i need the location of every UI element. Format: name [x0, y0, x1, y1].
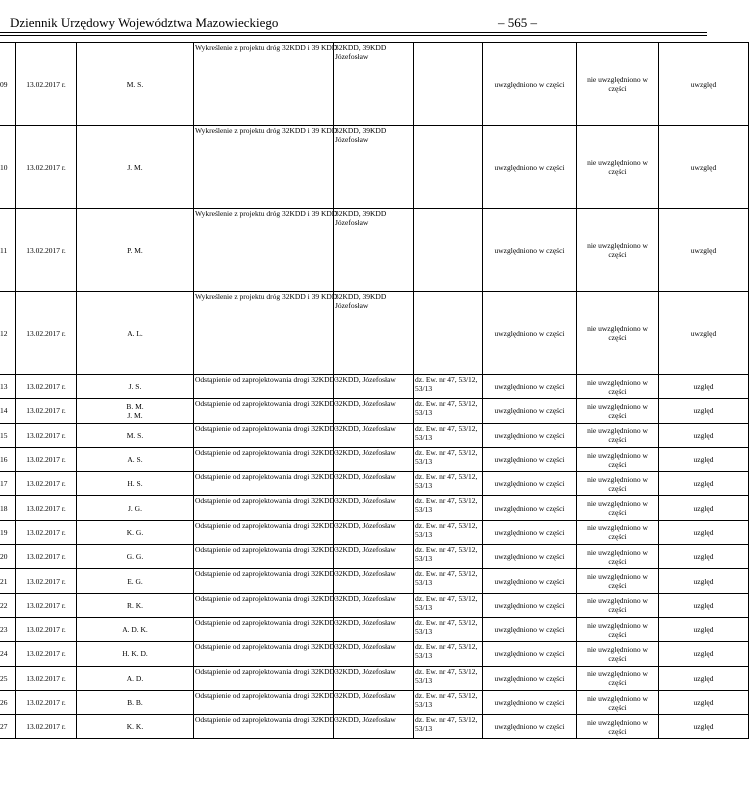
plan-area: 32KDD, Józefosław	[334, 496, 414, 520]
parcel-numbers: dz. Ew. nr 47, 53/12, 53/13	[414, 715, 483, 739]
submission-date: 13.02.2017 r.	[16, 520, 77, 544]
council-resolution: uzględ	[659, 690, 749, 714]
plan-area: 32KDD, Józefosław	[334, 423, 414, 447]
table-row	[0, 593, 749, 617]
journal-title: Dziennik Urzędowy Województwa Mazowieckiego	[10, 15, 279, 30]
submission-date: 13.02.2017 r.	[16, 569, 77, 593]
table-row	[0, 569, 749, 593]
council-decision: nie uwzględniono w części	[577, 545, 659, 569]
applicant-initials: K. G.	[77, 520, 194, 544]
table-row	[0, 617, 749, 641]
plan-area: 32KDD, Józefosław	[334, 666, 414, 690]
table-row	[0, 209, 749, 292]
applicant-initials: H. S.	[77, 472, 194, 496]
plan-area: 32KDD, 39KDD Józefosław	[334, 43, 414, 126]
table-row	[0, 375, 749, 399]
row-number: 10	[0, 126, 16, 209]
council-decision: nie uwzględniono w części	[577, 209, 659, 292]
table-row	[0, 292, 749, 375]
applicant-initials: B. M. J. M.	[77, 399, 194, 423]
applicant-initials: M. S.	[77, 43, 194, 126]
row-number: 13	[0, 375, 16, 399]
row-number: 27	[0, 715, 16, 739]
submission-date: 13.02.2017 r.	[16, 126, 77, 209]
parcel-numbers: dz. Ew. nr 47, 53/12, 53/13	[414, 472, 483, 496]
council-decision: nie uwzględniono w części	[577, 666, 659, 690]
objection-subject: Odstąpienie od zaprojektowania drogi 32KDD	[194, 496, 334, 520]
council-resolution: uzględ	[659, 375, 749, 399]
table-row	[0, 472, 749, 496]
applicant-initials: E. G.	[77, 569, 194, 593]
parcel-numbers: dz. Ew. nr 47, 53/12, 53/13	[414, 666, 483, 690]
parcel-numbers: dz. Ew. nr 47, 53/12, 53/13	[414, 642, 483, 666]
applicant-initials: J. M.	[77, 126, 194, 209]
submission-date: 13.02.2017 r.	[16, 690, 77, 714]
parcel-numbers: dz. Ew. nr 47, 53/12, 53/13	[414, 423, 483, 447]
submission-date: 13.02.2017 r.	[16, 399, 77, 423]
objection-subject: Odstąpienie od zaprojektowania drogi 32KDD	[194, 642, 334, 666]
council-decision: nie uwzględniono w części	[577, 292, 659, 375]
applicant-initials: R. K.	[77, 593, 194, 617]
mayor-resolution: uwzględniono w części	[483, 617, 577, 641]
council-decision: nie uwzględniono w części	[577, 690, 659, 714]
council-resolution: uzględ	[659, 642, 749, 666]
applicant-initials: B. B.	[77, 690, 194, 714]
plan-area: 32KDD, Józefosław	[334, 715, 414, 739]
council-resolution: uzględ	[659, 423, 749, 447]
objection-subject: Odstąpienie od zaprojektowania drogi 32KDD	[194, 617, 334, 641]
council-decision: nie uwzględniono w części	[577, 43, 659, 126]
applicant-initials: K. K.	[77, 715, 194, 739]
council-decision: nie uwzględniono w części	[577, 617, 659, 641]
parcel-numbers	[414, 43, 483, 126]
council-decision: nie uwzględniono w części	[577, 593, 659, 617]
council-resolution: uzględ	[659, 666, 749, 690]
table-body	[0, 43, 749, 739]
submission-date: 13.02.2017 r.	[16, 423, 77, 447]
submission-date: 13.02.2017 r.	[16, 292, 77, 375]
mayor-resolution: uwzględniono w części	[483, 126, 577, 209]
applicant-initials: M. S.	[77, 423, 194, 447]
table-row	[0, 496, 749, 520]
applicant-initials: J. G.	[77, 496, 194, 520]
parcel-numbers: dz. Ew. nr 47, 53/12, 53/13	[414, 690, 483, 714]
objection-subject: Wykreślenie z projektu dróg 32KDD i 39 KDD	[194, 126, 334, 209]
mayor-resolution: uwzględniono w części	[483, 496, 577, 520]
objection-subject: Wykreślenie z projektu dróg 32KDD i 39 KDD	[194, 292, 334, 375]
table-row	[0, 423, 749, 447]
plan-area: 32KDD, 39KDD Józefosław	[334, 209, 414, 292]
submission-date: 13.02.2017 r.	[16, 545, 77, 569]
applicant-initials: J. S.	[77, 375, 194, 399]
table-row	[0, 43, 749, 126]
mayor-resolution: uwzględniono w części	[483, 375, 577, 399]
parcel-numbers: dz. Ew. nr 47, 53/12, 53/13	[414, 520, 483, 544]
mayor-resolution: uwzględniono w części	[483, 399, 577, 423]
applicant-initials: A. D. K.	[77, 617, 194, 641]
mayor-resolution: uwzględniono w części	[483, 569, 577, 593]
parcel-numbers: dz. Ew. nr 47, 53/12, 53/13	[414, 569, 483, 593]
council-decision: nie uwzględniono w części	[577, 447, 659, 471]
applicant-initials: H. K. D.	[77, 642, 194, 666]
objection-subject: Odstąpienie od zaprojektowania drogi 32KDD	[194, 715, 334, 739]
plan-area: 32KDD, Józefosław	[334, 375, 414, 399]
submission-date: 13.02.2017 r.	[16, 375, 77, 399]
plan-area: 32KDD, Józefosław	[334, 399, 414, 423]
council-resolution: uwzględ	[659, 126, 749, 209]
objection-subject: Odstąpienie od zaprojektowania drogi 32KDD	[194, 666, 334, 690]
row-number: 25	[0, 666, 16, 690]
submission-date: 13.02.2017 r.	[16, 447, 77, 471]
plan-area: 32KDD, 39KDD Józefosław	[334, 292, 414, 375]
plan-area: 32KDD, Józefosław	[334, 472, 414, 496]
council-resolution: uzględ	[659, 715, 749, 739]
council-decision: nie uwzględniono w części	[577, 520, 659, 544]
parcel-numbers: dz. Ew. nr 47, 53/12, 53/13	[414, 617, 483, 641]
applicant-initials: G. G.	[77, 545, 194, 569]
mayor-resolution: uwzględniono w części	[483, 43, 577, 126]
table-row	[0, 690, 749, 714]
objection-subject: Odstąpienie od zaprojektowania drogi 32KDD	[194, 423, 334, 447]
row-number: 24	[0, 642, 16, 666]
parcel-numbers	[414, 292, 483, 375]
council-decision: nie uwzględniono w części	[577, 642, 659, 666]
row-number: 11	[0, 209, 16, 292]
objection-subject: Odstąpienie od zaprojektowania drogi 32KDD	[194, 569, 334, 593]
mayor-resolution: uwzględniono w części	[483, 520, 577, 544]
parcel-numbers: dz. Ew. nr 47, 53/12, 53/13	[414, 399, 483, 423]
parcel-numbers: dz. Ew. nr 47, 53/12, 53/13	[414, 593, 483, 617]
mayor-resolution: uwzględniono w części	[483, 292, 577, 375]
table-row	[0, 642, 749, 666]
council-resolution: uwzględ	[659, 292, 749, 375]
row-number: 20	[0, 545, 16, 569]
council-decision: nie uwzględniono w części	[577, 375, 659, 399]
council-resolution: uzględ	[659, 399, 749, 423]
row-number: 16	[0, 447, 16, 471]
row-number: 09	[0, 43, 16, 126]
objection-subject: Odstąpienie od zaprojektowania drogi 32KDD	[194, 472, 334, 496]
submission-date: 13.02.2017 r.	[16, 472, 77, 496]
row-number: 12	[0, 292, 16, 375]
table-row	[0, 545, 749, 569]
table-row	[0, 126, 749, 209]
row-number: 17	[0, 472, 16, 496]
objection-subject: Wykreślenie z projektu dróg 32KDD i 39 KDD	[194, 43, 334, 126]
header-rule	[0, 32, 707, 33]
table-row	[0, 715, 749, 739]
council-decision: nie uwzględniono w części	[577, 399, 659, 423]
table-row	[0, 447, 749, 471]
council-decision: nie uwzględniono w części	[577, 423, 659, 447]
mayor-resolution: uwzględniono w części	[483, 545, 577, 569]
council-resolution: uzględ	[659, 593, 749, 617]
council-resolution: uwzględ	[659, 209, 749, 292]
mayor-resolution: uwzględniono w części	[483, 423, 577, 447]
header-rule-thin	[0, 35, 707, 36]
plan-area: 32KDD, Józefosław	[334, 447, 414, 471]
mayor-resolution: uwzględniono w części	[483, 666, 577, 690]
row-number: 15	[0, 423, 16, 447]
plan-area: 32KDD, Józefosław	[334, 690, 414, 714]
plan-area: 32KDD, Józefosław	[334, 520, 414, 544]
parcel-numbers: dz. Ew. nr 47, 53/12, 53/13	[414, 545, 483, 569]
council-resolution: uzględ	[659, 617, 749, 641]
council-resolution: uzględ	[659, 496, 749, 520]
applicant-initials: P. M.	[77, 209, 194, 292]
council-resolution: uzględ	[659, 569, 749, 593]
objection-subject: Odstąpienie od zaprojektowania drogi 32KDD	[194, 375, 334, 399]
page-header	[0, 0, 707, 40]
row-number: 14	[0, 399, 16, 423]
plan-area: 32KDD, Józefosław	[334, 617, 414, 641]
row-number: 22	[0, 593, 16, 617]
row-number: 23	[0, 617, 16, 641]
mayor-resolution: uwzględniono w części	[483, 593, 577, 617]
submission-date: 13.02.2017 r.	[16, 642, 77, 666]
submission-date: 13.02.2017 r.	[16, 43, 77, 126]
mayor-resolution: uwzględniono w części	[483, 447, 577, 471]
objections-table	[0, 42, 749, 739]
parcel-numbers	[414, 126, 483, 209]
objection-subject: Odstąpienie od zaprojektowania drogi 32KDD	[194, 399, 334, 423]
council-decision: nie uwzględniono w części	[577, 126, 659, 209]
submission-date: 13.02.2017 r.	[16, 666, 77, 690]
submission-date: 13.02.2017 r.	[16, 715, 77, 739]
council-resolution: uzględ	[659, 472, 749, 496]
objection-subject: Odstąpienie od zaprojektowania drogi 32KDD	[194, 593, 334, 617]
applicant-initials: A. D.	[77, 666, 194, 690]
council-decision: nie uwzględniono w części	[577, 569, 659, 593]
applicant-initials: A. L.	[77, 292, 194, 375]
plan-area: 32KDD, Józefosław	[334, 569, 414, 593]
table-row	[0, 666, 749, 690]
submission-date: 13.02.2017 r.	[16, 496, 77, 520]
council-resolution: uzględ	[659, 545, 749, 569]
objection-subject: Odstąpienie od zaprojektowania drogi 32KDD	[194, 690, 334, 714]
page-number: – 565 –	[498, 15, 537, 30]
mayor-resolution: uwzględniono w części	[483, 209, 577, 292]
row-number: 19	[0, 520, 16, 544]
plan-area: 32KDD, 39KDD Józefosław	[334, 126, 414, 209]
plan-area: 32KDD, Józefosław	[334, 545, 414, 569]
mayor-resolution: uwzględniono w części	[483, 690, 577, 714]
mayor-resolution: uwzględniono w części	[483, 472, 577, 496]
objection-subject: Wykreślenie z projektu dróg 32KDD i 39 KDD	[194, 209, 334, 292]
council-decision: nie uwzględniono w części	[577, 472, 659, 496]
submission-date: 13.02.2017 r.	[16, 593, 77, 617]
plan-area: 32KDD, Józefosław	[334, 642, 414, 666]
parcel-numbers: dz. Ew. nr 47, 53/12, 53/13	[414, 375, 483, 399]
council-resolution: uwzględ	[659, 43, 749, 126]
row-number: 26	[0, 690, 16, 714]
council-decision: nie uwzględniono w części	[577, 496, 659, 520]
council-resolution: uzględ	[659, 447, 749, 471]
applicant-initials: A. S.	[77, 447, 194, 471]
objection-subject: Odstąpienie od zaprojektowania drogi 32KDD	[194, 447, 334, 471]
plan-area: 32KDD, Józefosław	[334, 593, 414, 617]
row-number: 21	[0, 569, 16, 593]
council-resolution: uzględ	[659, 520, 749, 544]
parcel-numbers: dz. Ew. nr 47, 53/12, 53/13	[414, 447, 483, 471]
row-number: 18	[0, 496, 16, 520]
parcel-numbers: dz. Ew. nr 47, 53/12, 53/13	[414, 496, 483, 520]
submission-date: 13.02.2017 r.	[16, 617, 77, 641]
table-row	[0, 520, 749, 544]
parcel-numbers	[414, 209, 483, 292]
table-row	[0, 399, 749, 423]
objection-subject: Odstąpienie od zaprojektowania drogi 32KDD	[194, 545, 334, 569]
objection-subject: Odstąpienie od zaprojektowania drogi 32KDD	[194, 520, 334, 544]
council-decision: nie uwzględniono w części	[577, 715, 659, 739]
mayor-resolution: uwzględniono w części	[483, 642, 577, 666]
mayor-resolution: uwzględniono w części	[483, 715, 577, 739]
submission-date: 13.02.2017 r.	[16, 209, 77, 292]
